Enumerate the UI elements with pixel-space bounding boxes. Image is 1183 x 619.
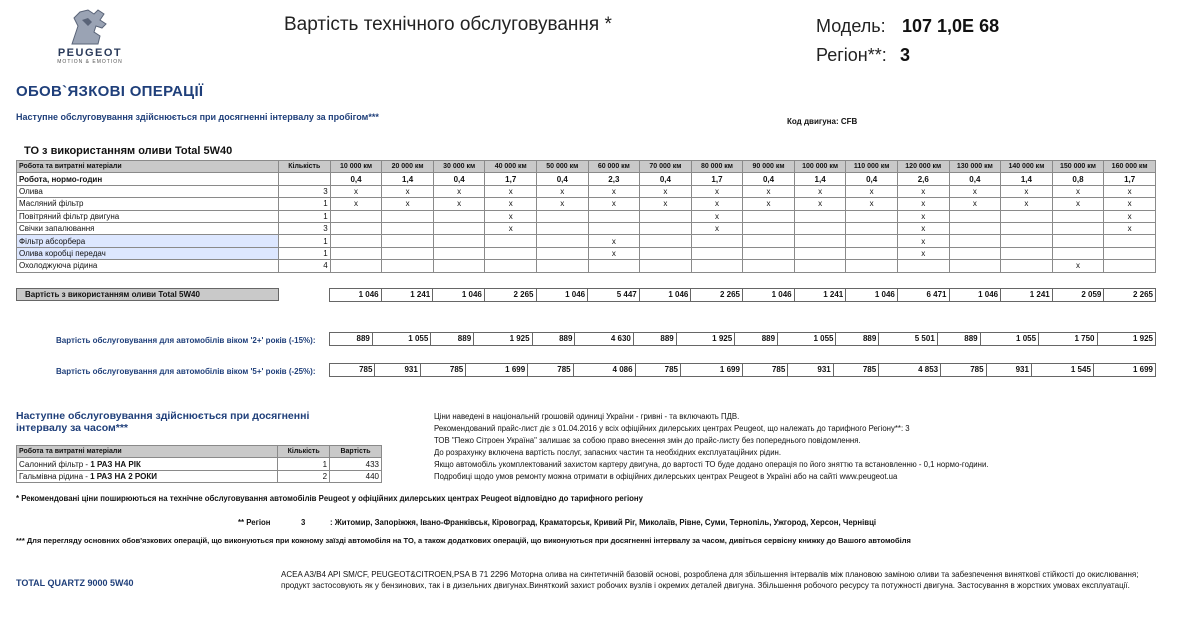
discount-5-value: 785 [833, 364, 878, 377]
table-row [17, 210, 1156, 222]
hours-heading: Наступне обслуговування здійснюється при досягненні інтервалу за часом*** [16, 410, 310, 434]
interval-mark: x [846, 198, 898, 210]
discount-2-value: 889 [431, 333, 474, 346]
interval-mark [1052, 247, 1104, 259]
interval-mark [640, 235, 692, 247]
info-line: Ціни наведені в національній грошовій одиниці України - гривні - та включають ПДВ. [434, 412, 740, 421]
col-work: Робота та витратні матеріали [17, 161, 279, 173]
interval-mark [1001, 260, 1053, 272]
discount-5-value: 931 [375, 364, 420, 377]
interval-mark [330, 235, 382, 247]
interval-mark: x [330, 198, 382, 210]
part-name: Повітряний фільтр двигуна [17, 210, 279, 222]
interval-mark [537, 260, 589, 272]
total-value: 1 046 [743, 289, 795, 302]
discount-5-value: 1 699 [1093, 364, 1155, 377]
interval-mark [640, 260, 692, 272]
part-qty: 4 [278, 260, 330, 272]
discount-2-label: Вартість обслуговування для автомобілів віком '2+' років (-15%): [56, 336, 316, 345]
labour-qty [278, 173, 330, 185]
total-value: 2 265 [484, 289, 536, 302]
part-name: Охолоджуюча рідина [17, 260, 279, 272]
total-value: 1 046 [433, 289, 485, 302]
hours-col-cost: Вартість [330, 446, 382, 458]
col-mileage: 30 000 км [433, 161, 485, 173]
interval-mark: x [588, 247, 640, 259]
total-value: 1 046 [639, 289, 691, 302]
interval-mark [949, 260, 1001, 272]
discount-2-value: 1 925 [1097, 333, 1155, 346]
interval-mark: x [897, 198, 949, 210]
interval-mark: x [1052, 185, 1104, 197]
footnote-region-label: ** Регіон [238, 518, 271, 527]
col-mileage: 100 000 км [794, 161, 846, 173]
table-row [17, 222, 1156, 234]
discount-5-value: 4 086 [573, 364, 635, 377]
interval-mark: x [1001, 185, 1053, 197]
interval-mark [846, 260, 898, 272]
discount-5-value: 1 699 [680, 364, 742, 377]
interval-mark: x [485, 222, 537, 234]
labour-hours: 0,8 [1052, 173, 1104, 185]
part-name: Олива [17, 185, 279, 197]
col-mileage: 40 000 км [485, 161, 537, 173]
part-name: Фільтр абсорбера [17, 235, 279, 247]
interval-mark: x [897, 222, 949, 234]
interval-mark: x [743, 198, 795, 210]
interval-mark: x [485, 210, 537, 222]
labour-hours: 1,4 [794, 173, 846, 185]
interval-mark [743, 260, 795, 272]
interval-mark [1104, 260, 1156, 272]
region-label: Регіон**: [816, 45, 887, 65]
region-value: 3 [900, 45, 911, 65]
interval-mark [330, 210, 382, 222]
hours-row-qty: 2 [278, 470, 330, 482]
interval-mark [794, 210, 846, 222]
interval-mark [691, 260, 743, 272]
part-qty: 1 [278, 198, 330, 210]
to-heading: ТО з використанням оливи Total 5W40 [24, 145, 233, 157]
footnote-region-num: 3 [301, 518, 306, 527]
table-row [17, 235, 1156, 247]
interval-mark: x [743, 185, 795, 197]
peugeot-lion-icon [64, 6, 116, 46]
interval-mark [330, 222, 382, 234]
interval-mark [794, 222, 846, 234]
info-line: ТОВ "Пежо Сітроен Україна" залишає за собою право внесення змін до прайс-листу без попереднього повідомлення. [434, 436, 861, 446]
interval-mark [1001, 235, 1053, 247]
discount-5-value: 785 [330, 364, 375, 377]
total-value: 2 265 [691, 289, 743, 302]
interval-mark [794, 235, 846, 247]
footnote-3: *** Для перегляду основних обов'язкових операцій, що виконуються при кожному заїзді автомобіля на ТО, а також додаткових операцій, що виконуються при досягненні інтервалу за часом, дивіться сервісну книжку до Вашого автомобіля [16, 536, 911, 545]
info-line: Подробиці щодо умов ремонту можна отримати в офіційних дилерських центрах Peugeot в Україні або на сайті www.peugeot.ua [434, 472, 898, 482]
labour-hours: 0,4 [640, 173, 692, 185]
mileage-note: Наступне обслуговування здійснюється при досягненні інтервалу за пробігом*** [16, 112, 379, 122]
hours-row-cost: 433 [330, 458, 382, 470]
discount-2-value: 5 501 [879, 333, 937, 346]
interval-mark: x [433, 198, 485, 210]
total-row [329, 288, 1156, 302]
interval-mark: x [485, 198, 537, 210]
discount-2-value: 889 [836, 333, 879, 346]
col-mileage: 20 000 км [382, 161, 434, 173]
interval-mark [485, 260, 537, 272]
part-name: Олива коробці передач [17, 247, 279, 259]
oil-name: TOTAL QUARTZ 9000 5W40 [16, 578, 134, 588]
page-title: Вартість технічного обслуговування * [284, 14, 612, 35]
interval-mark [485, 247, 537, 259]
interval-mark [1001, 247, 1053, 259]
total-value: 1 046 [536, 289, 588, 302]
discount-2-value: 1 750 [1039, 333, 1097, 346]
interval-mark [1052, 210, 1104, 222]
interval-mark: x [1052, 260, 1104, 272]
interval-mark [949, 210, 1001, 222]
interval-mark [1104, 247, 1156, 259]
info-line: Рекомендований прайс-лист діє з 01.04.2016 у всіх офіційних дилерських центрах Peugeot, що належать до тарифного Регіону**: 3 [434, 424, 910, 434]
col-mileage: 50 000 км [537, 161, 589, 173]
interval-mark [794, 260, 846, 272]
interval-mark [433, 235, 485, 247]
peugeot-logo [40, 6, 140, 72]
interval-mark: x [897, 210, 949, 222]
interval-mark [949, 235, 1001, 247]
hours-row-name: Гальмівна рідина - 1 РАЗ НА 2 РОКИ [17, 470, 278, 482]
interval-mark [1001, 210, 1053, 222]
interval-mark [588, 222, 640, 234]
discount-5-value: 931 [986, 364, 1031, 377]
interval-mark: x [794, 198, 846, 210]
interval-mark [949, 247, 1001, 259]
discount-2-value: 889 [633, 333, 676, 346]
model-label: Модель: [816, 16, 886, 36]
labour-hours: 1,4 [382, 173, 434, 185]
total-value: 1 046 [330, 289, 382, 302]
total-label: Вартість з використанням оливи Total 5W40 [16, 288, 279, 301]
interval-mark [1052, 235, 1104, 247]
hours-row-cost: 440 [330, 470, 382, 482]
interval-mark [382, 260, 434, 272]
interval-mark [1104, 235, 1156, 247]
hours-col-work: Робота та витратні матеріали [17, 446, 278, 458]
discount-2-value: 889 [330, 333, 373, 346]
part-qty: 3 [278, 185, 330, 197]
interval-mark [537, 210, 589, 222]
discount-5-value: 785 [420, 364, 465, 377]
table-row [17, 247, 1156, 259]
col-mileage: 130 000 км [949, 161, 1001, 173]
hours-row-name: Салонний фільтр - 1 РАЗ НА РІК [17, 458, 278, 470]
total-value: 1 241 [1001, 289, 1053, 302]
interval-mark [691, 235, 743, 247]
info-line: До розрахунку включена вартість послуг, запасних частин та необхідних експлуатаційних рідин. [434, 448, 782, 458]
discount-2-value: 1 055 [980, 333, 1038, 346]
model-value: 107 1,0E 68 [902, 16, 1000, 36]
interval-mark [382, 235, 434, 247]
interval-mark: x [1104, 210, 1156, 222]
footnote-1: * Рекомендовані ціни поширюються на технічне обслуговування автомобілів Peugeot у офіційних дилерських центрах Peugeot відповідно до тарифного регіону [16, 494, 643, 503]
interval-mark: x [897, 185, 949, 197]
total-value: 5 447 [588, 289, 640, 302]
part-qty: 1 [278, 247, 330, 259]
part-name: Свічки запалювання [17, 222, 279, 234]
total-value: 1 241 [794, 289, 846, 302]
interval-mark [485, 235, 537, 247]
total-value: 6 471 [897, 289, 949, 302]
interval-mark [846, 210, 898, 222]
discount-5-value: 1 699 [466, 364, 528, 377]
discount-5-label: Вартість обслуговування для автомобілів віком '5+' років (-25%): [56, 367, 316, 376]
interval-mark: x [691, 222, 743, 234]
interval-mark: x [897, 247, 949, 259]
hours-row [17, 470, 382, 482]
engine-code: Код двигуна: CFB [787, 117, 858, 126]
interval-mark [640, 247, 692, 259]
mandatory-heading: ОБОВ`ЯЗКОВІ ОПЕРАЦІЇ [16, 83, 204, 100]
interval-mark: x [949, 198, 1001, 210]
interval-mark [743, 247, 795, 259]
interval-mark: x [485, 185, 537, 197]
discount-2-value: 889 [937, 333, 980, 346]
labour-hours: 2,6 [897, 173, 949, 185]
labour-label: Робота, нормо-годин [17, 173, 279, 185]
discount-2-value: 889 [735, 333, 778, 346]
hours-table [16, 445, 382, 483]
labour-hours: 1,4 [1001, 173, 1053, 185]
part-name: Масляний фільтр [17, 198, 279, 210]
col-mileage: 90 000 км [743, 161, 795, 173]
hours-row [17, 458, 382, 470]
interval-mark [433, 260, 485, 272]
table-row [17, 198, 1156, 210]
discount-5-value: 785 [742, 364, 787, 377]
interval-mark [537, 247, 589, 259]
total-value: 1 241 [381, 289, 433, 302]
discount-5-value: 785 [635, 364, 680, 377]
interval-mark [743, 222, 795, 234]
col-qty: Кількість [278, 161, 330, 173]
col-mileage: 80 000 км [691, 161, 743, 173]
discount-2-value: 1 055 [778, 333, 836, 346]
info-block [434, 411, 988, 484]
interval-mark [846, 247, 898, 259]
hours-row-qty: 1 [278, 458, 330, 470]
interval-mark [640, 210, 692, 222]
interval-mark [382, 247, 434, 259]
interval-mark [743, 235, 795, 247]
interval-mark [846, 222, 898, 234]
labour-hours: 0,4 [743, 173, 795, 185]
labour-hours: 0,4 [949, 173, 1001, 185]
discount-5-value: 4 853 [879, 364, 941, 377]
interval-mark: x [794, 185, 846, 197]
discount-5-value: 785 [528, 364, 573, 377]
interval-mark: x [537, 185, 589, 197]
info-line: Якщо автомобіль укомплектований захистом картеру двигуна, до вартості ТО буде додано операція по його зняттю та встановленню - 0,1 нормо-години. [434, 460, 989, 470]
total-value: 2 265 [1104, 289, 1156, 302]
interval-mark [433, 247, 485, 259]
discount-2-row [329, 332, 1156, 346]
table-row [17, 260, 1156, 272]
col-mileage: 110 000 км [846, 161, 898, 173]
discount-2-value: 1 925 [676, 333, 734, 346]
labour-hours: 0,4 [330, 173, 382, 185]
part-qty: 1 [278, 235, 330, 247]
col-mileage: 60 000 км [588, 161, 640, 173]
oil-description: ACEA A3/B4 API SM/CF, PEUGEOT&CITROEN,PSA B 71 2296 Моторна олива на синтетичній базовій основі, розроблена для збільшення інтервалів між плановою заміною оливи та забезпечення винятковї стійкості до окислювання; продукт застосовують як у бензинових, так і в дизельних двигунах.Виняткоий захист робочих вузлів і окремих деталей двигуна. Збільшення робочого ресурсу та потужності двигуна. Застосування в жорстких умовах експлуатації. [281, 570, 1139, 590]
interval-mark [330, 247, 382, 259]
interval-mark: x [382, 198, 434, 210]
discount-2-value: 4 630 [575, 333, 633, 346]
interval-mark [743, 210, 795, 222]
labour-hours: 0,4 [433, 173, 485, 185]
brand-name: PEUGEOT [57, 47, 123, 59]
interval-mark [691, 247, 743, 259]
discount-2-value: 1 055 [372, 333, 430, 346]
interval-mark [1052, 222, 1104, 234]
maintenance-table [16, 160, 1156, 273]
hours-col-qty: Кількість [278, 446, 330, 458]
interval-mark: x [433, 185, 485, 197]
interval-mark: x [691, 210, 743, 222]
interval-mark [897, 260, 949, 272]
col-mileage: 70 000 км [640, 161, 692, 173]
labour-hours: 2,3 [588, 173, 640, 185]
interval-mark: x [1104, 185, 1156, 197]
interval-mark [433, 210, 485, 222]
interval-mark: x [588, 235, 640, 247]
interval-mark: x [1104, 198, 1156, 210]
interval-mark: x [330, 185, 382, 197]
col-mileage: 160 000 км [1104, 161, 1156, 173]
labour-hours: 1,7 [1104, 173, 1156, 185]
interval-mark: x [382, 185, 434, 197]
interval-mark [846, 235, 898, 247]
interval-mark: x [897, 235, 949, 247]
col-mileage: 150 000 км [1052, 161, 1104, 173]
interval-mark: x [1052, 198, 1104, 210]
labour-hours: 1,7 [691, 173, 743, 185]
discount-2-value: 1 925 [474, 333, 532, 346]
interval-mark: x [1001, 198, 1053, 210]
discount-2-value: 889 [532, 333, 575, 346]
interval-mark [330, 260, 382, 272]
discount-5-value: 785 [941, 364, 986, 377]
labour-row [17, 173, 1156, 185]
interval-mark: x [588, 185, 640, 197]
interval-mark: x [1104, 222, 1156, 234]
interval-mark: x [640, 198, 692, 210]
table-header-row [17, 161, 1156, 173]
labour-hours: 0,4 [846, 173, 898, 185]
brand-tagline: MOTION & EMOTION [57, 59, 123, 65]
footnote-region-cities: : Житомир, Запоріжжя, Івано-Франківськ, Кіровоград, Краматорськ, Кривий Ріг, Миколаїв, Рівне, Суми, Тернопіль, Ужгород, Херсон, Чернівці [330, 518, 877, 527]
interval-mark [640, 222, 692, 234]
col-mileage: 140 000 км [1001, 161, 1053, 173]
interval-mark [382, 210, 434, 222]
labour-hours: 0,4 [537, 173, 589, 185]
interval-mark: x [588, 198, 640, 210]
interval-mark: x [949, 185, 1001, 197]
discount-5-row [329, 363, 1156, 377]
col-mileage: 10 000 км [330, 161, 382, 173]
interval-mark [588, 210, 640, 222]
part-qty: 3 [278, 222, 330, 234]
interval-mark [794, 247, 846, 259]
interval-mark [433, 222, 485, 234]
discount-5-value: 1 545 [1031, 364, 1093, 377]
interval-mark [588, 260, 640, 272]
total-value: 2 059 [1052, 289, 1104, 302]
interval-mark: x [640, 185, 692, 197]
interval-mark [949, 222, 1001, 234]
interval-mark [1001, 222, 1053, 234]
total-value: 1 046 [949, 289, 1001, 302]
interval-mark: x [537, 198, 589, 210]
interval-mark [537, 222, 589, 234]
interval-mark: x [691, 198, 743, 210]
labour-hours: 1,7 [485, 173, 537, 185]
interval-mark [537, 235, 589, 247]
col-mileage: 120 000 км [897, 161, 949, 173]
interval-mark [382, 222, 434, 234]
discount-5-value: 931 [788, 364, 833, 377]
table-row [17, 185, 1156, 197]
interval-mark: x [846, 185, 898, 197]
part-qty: 1 [278, 210, 330, 222]
interval-mark: x [691, 185, 743, 197]
total-value: 1 046 [846, 289, 898, 302]
